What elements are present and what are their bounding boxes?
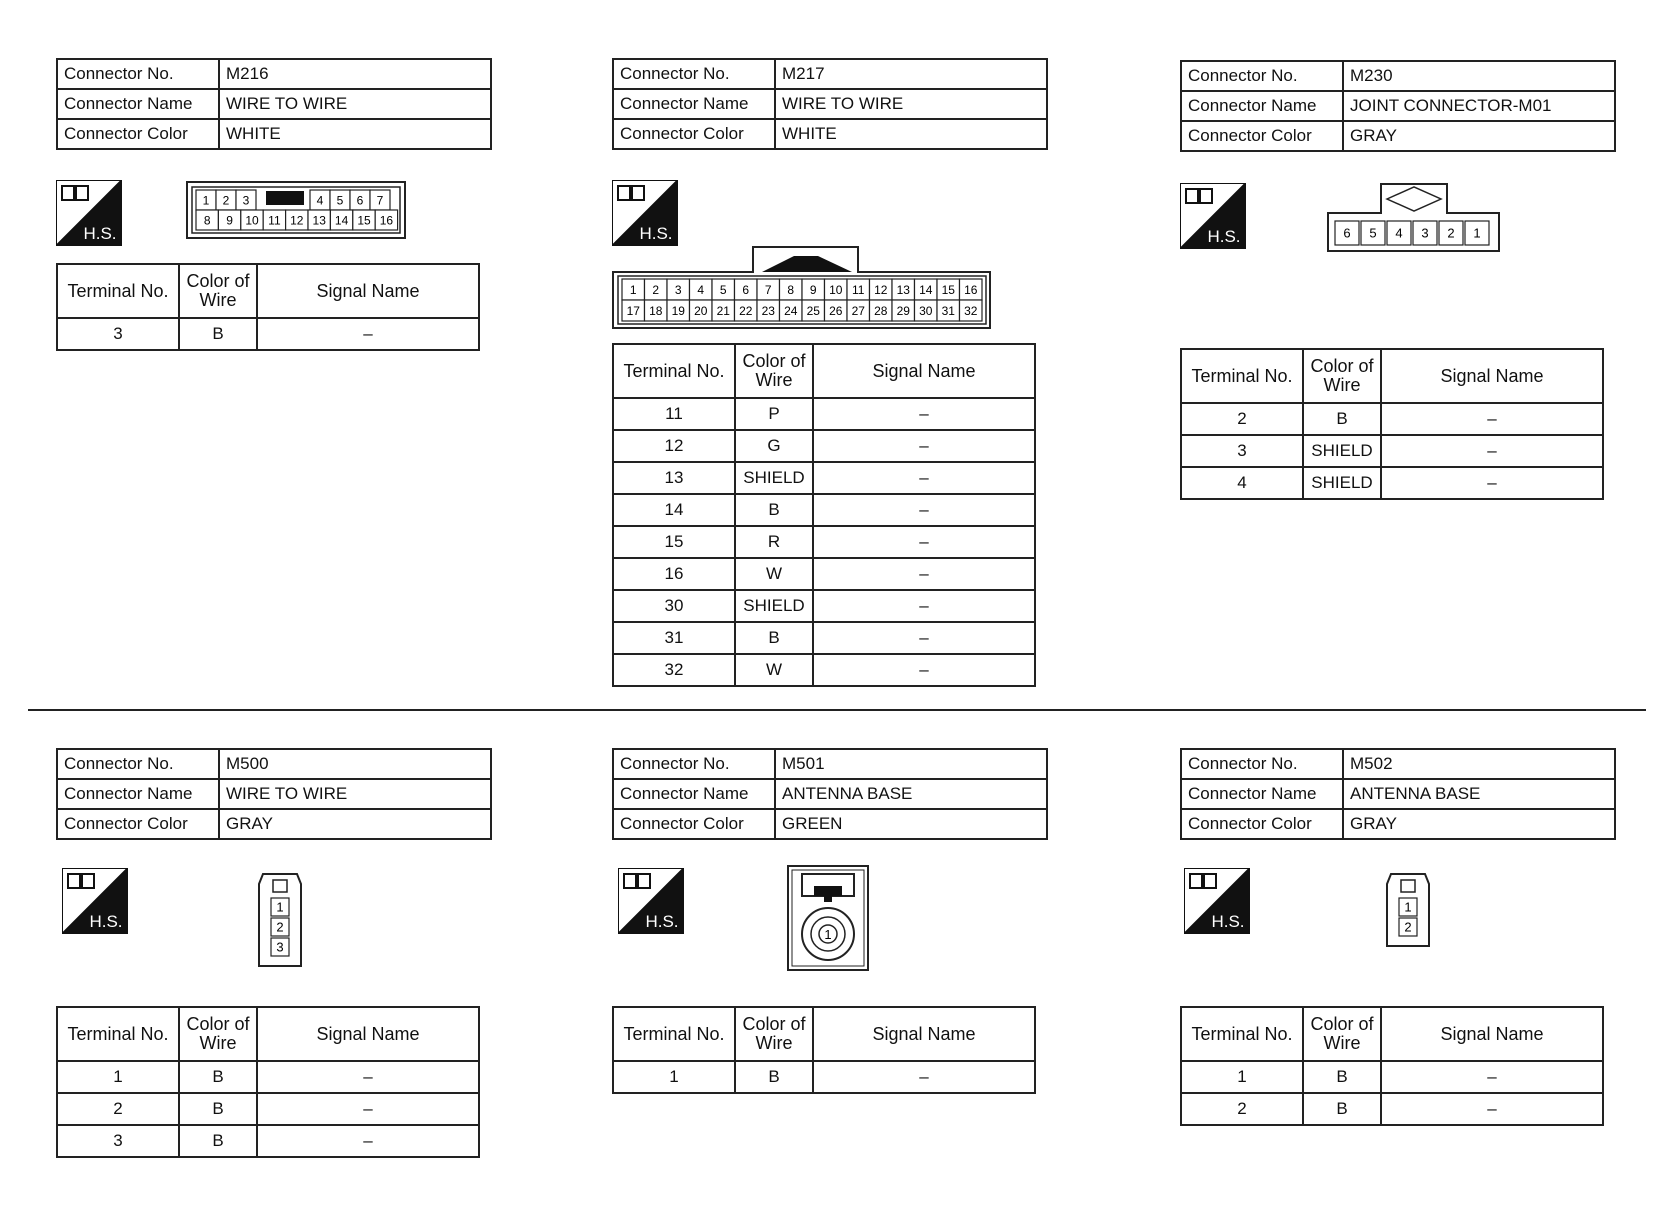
table-row: 13 SHIELD – xyxy=(613,462,1035,494)
pin-number: 20 xyxy=(694,303,708,318)
pin-number: 1 xyxy=(1473,225,1481,241)
connector-color-value: WHITE xyxy=(219,119,491,149)
table-row: 30 SHIELD – xyxy=(613,590,1035,622)
signal-name-header: Signal Name xyxy=(813,344,1035,398)
connector-no-label: Connector No. xyxy=(1181,61,1343,91)
terminal-no-header: Terminal No. xyxy=(57,1007,179,1061)
connector-m502-terminals xyxy=(1180,1006,1604,1126)
connector-color-label: Connector Color xyxy=(57,119,219,149)
table-row: 1 B – xyxy=(1181,1061,1603,1093)
table-row: 11 P – xyxy=(613,398,1035,430)
connector-name-label: Connector Name xyxy=(1181,91,1343,121)
connector-m501-face xyxy=(786,864,870,972)
m216-lock-tab xyxy=(266,191,304,205)
pin-number: 15 xyxy=(357,213,371,228)
connector-m502-info xyxy=(1180,748,1616,840)
color-of-wire-header: Color of Wire xyxy=(1303,1007,1381,1061)
pin-number: 1 xyxy=(629,282,637,297)
connector-no-value: M230 xyxy=(1343,61,1615,91)
pin-number: 11 xyxy=(852,282,865,297)
hs-label: H.S. xyxy=(639,224,673,243)
pin-number: 28 xyxy=(874,303,888,318)
connector-no-value: M500 xyxy=(219,749,491,779)
connector-color-value: GRAY xyxy=(1343,809,1615,839)
pin-number: 18 xyxy=(649,303,663,318)
pin-number: 7 xyxy=(376,193,384,208)
hs-connector-icon xyxy=(1184,868,1250,934)
connector-color-value: GRAY xyxy=(1343,121,1615,151)
pin-number: 24 xyxy=(784,303,798,318)
connector-no-label: Connector No. xyxy=(613,59,775,89)
color-of-wire-header: Color of Wire xyxy=(179,1007,257,1061)
hs-connector-icon xyxy=(56,180,122,246)
signal-name-header: Signal Name xyxy=(257,264,479,318)
connector-m230-face xyxy=(1327,183,1501,253)
table-row: 3 SHIELD – xyxy=(1181,435,1603,467)
connector-m217-terminals xyxy=(612,343,1036,687)
pin-number: 1 xyxy=(1404,899,1412,915)
table-row: 32 W – xyxy=(613,654,1035,686)
hs-label: H.S. xyxy=(83,224,117,243)
connector-no-value: M216 xyxy=(219,59,491,89)
pin-number: 12 xyxy=(290,213,304,228)
connector-name-label: Connector Name xyxy=(613,89,775,119)
connector-m501-terminals xyxy=(612,1006,1036,1094)
pin-number: 8 xyxy=(203,213,211,228)
connector-name-label: Connector Name xyxy=(57,89,219,119)
connector-no-label: Connector No. xyxy=(1181,749,1343,779)
table-row: 1 B – xyxy=(613,1061,1035,1093)
connector-color-label: Connector Color xyxy=(613,119,775,149)
connector-name-value: WIRE TO WIRE xyxy=(219,89,491,119)
connector-name-value: ANTENNA BASE xyxy=(1343,779,1615,809)
connector-m217-face xyxy=(612,246,992,330)
pin-number: 5 xyxy=(719,282,727,297)
signal-name-header: Signal Name xyxy=(1381,349,1603,403)
connector-m216-face xyxy=(186,181,406,239)
hs-label: H.S. xyxy=(1207,227,1241,246)
connector-m216-terminals xyxy=(56,263,480,351)
section-divider xyxy=(28,709,1646,711)
pin-number: 6 xyxy=(1343,225,1351,241)
connector-m216-info xyxy=(56,58,492,150)
pin-number: 2 xyxy=(1404,919,1412,935)
pin-number: 4 xyxy=(316,193,324,208)
connector-m217-info xyxy=(612,58,1048,150)
connector-color-label: Connector Color xyxy=(57,809,219,839)
pin-number: 31 xyxy=(941,303,955,318)
table-row: 3 B – xyxy=(57,1125,479,1157)
pin-number: 3 xyxy=(242,193,250,208)
pin-number: 13 xyxy=(312,213,326,228)
pin-number: 29 xyxy=(896,303,910,318)
pin-number: 16 xyxy=(964,282,978,297)
connector-name-value: WIRE TO WIRE xyxy=(219,779,491,809)
pin-number: 11 xyxy=(268,213,281,228)
connector-color-label: Connector Color xyxy=(1181,121,1343,151)
connector-no-value: M501 xyxy=(775,749,1047,779)
hs-connector-icon xyxy=(618,868,684,934)
pin-number: 6 xyxy=(356,193,364,208)
connector-m230-info xyxy=(1180,60,1616,152)
connector-no-value: M502 xyxy=(1343,749,1615,779)
color-of-wire-header: Color of Wire xyxy=(1303,349,1381,403)
table-row: 2 B – xyxy=(1181,403,1603,435)
pin-number: 2 xyxy=(652,282,660,297)
pin-number: 25 xyxy=(806,303,820,318)
terminal-no-header: Terminal No. xyxy=(57,264,179,318)
table-row: 3 B – xyxy=(57,318,479,350)
connector-m502-face xyxy=(1385,872,1431,948)
pin-number: 7 xyxy=(764,282,772,297)
color-of-wire-header: Color of Wire xyxy=(179,264,257,318)
pin-number: 9 xyxy=(809,282,817,297)
table-row: 2 B – xyxy=(57,1093,479,1125)
connector-m500-face xyxy=(257,872,303,968)
pin-number: 4 xyxy=(697,282,705,297)
connector-color-value: GREEN xyxy=(775,809,1047,839)
table-row: 1 B – xyxy=(57,1061,479,1093)
connector-name-value: WIRE TO WIRE xyxy=(775,89,1047,119)
signal-name-header: Signal Name xyxy=(1381,1007,1603,1061)
pin-number: 3 xyxy=(1421,225,1429,241)
terminal-no-header: Terminal No. xyxy=(613,1007,735,1061)
hs-label: H.S. xyxy=(89,912,123,931)
pin-number: 30 xyxy=(919,303,933,318)
pin-number: 23 xyxy=(761,303,775,318)
pin-number: 3 xyxy=(674,282,682,297)
table-row: 4 SHIELD – xyxy=(1181,467,1603,499)
table-row: 2 B – xyxy=(1181,1093,1603,1125)
connector-name-label: Connector Name xyxy=(613,779,775,809)
pin-number: 5 xyxy=(336,193,344,208)
pin-number: 12 xyxy=(874,282,888,297)
table-row: 16 W – xyxy=(613,558,1035,590)
color-of-wire-header: Color of Wire xyxy=(735,344,813,398)
hs-label: H.S. xyxy=(1211,912,1245,931)
hs-connector-icon xyxy=(62,868,128,934)
connector-name-value: ANTENNA BASE xyxy=(775,779,1047,809)
connector-color-value: WHITE xyxy=(775,119,1047,149)
pin-number: 27 xyxy=(851,303,865,318)
connector-color-label: Connector Color xyxy=(613,809,775,839)
pin-number: 1 xyxy=(824,927,832,942)
connector-color-value: GRAY xyxy=(219,809,491,839)
pin-number: 8 xyxy=(787,282,795,297)
pin-number: 3 xyxy=(276,939,284,955)
connector-m501-info xyxy=(612,748,1048,840)
connector-name-value: JOINT CONNECTOR-M01 xyxy=(1343,91,1615,121)
signal-name-header: Signal Name xyxy=(813,1007,1035,1061)
connector-name-label: Connector Name xyxy=(1181,779,1343,809)
pin-number: 14 xyxy=(334,213,349,228)
connector-no-label: Connector No. xyxy=(613,749,775,779)
pin-number: 9 xyxy=(226,213,233,228)
terminal-no-header: Terminal No. xyxy=(1181,1007,1303,1061)
signal-name-header: Signal Name xyxy=(257,1007,479,1061)
connector-m500-info xyxy=(56,748,492,840)
pin-number: 10 xyxy=(829,282,843,297)
connector-m500-terminals xyxy=(56,1006,480,1158)
pin-number: 17 xyxy=(626,303,640,318)
pin-number: 1 xyxy=(202,193,210,208)
pin-number: 2 xyxy=(1447,225,1455,241)
connector-color-label: Connector Color xyxy=(1181,809,1343,839)
table-row: 31 B – xyxy=(613,622,1035,654)
pin-number: 2 xyxy=(222,193,230,208)
pin-number: 5 xyxy=(1369,225,1377,241)
pin-number: 19 xyxy=(671,303,685,318)
pin-number: 4 xyxy=(1395,225,1403,241)
hs-connector-icon xyxy=(612,180,678,246)
pin-number: 14 xyxy=(919,282,933,297)
terminal-no-header: Terminal No. xyxy=(613,344,735,398)
pin-number: 10 xyxy=(245,213,259,228)
pin-number: 22 xyxy=(739,303,753,318)
table-row: 14 B – xyxy=(613,494,1035,526)
table-row: 15 R – xyxy=(613,526,1035,558)
pin-number: 21 xyxy=(716,303,730,318)
connector-m230-terminals xyxy=(1180,348,1604,500)
pin-number: 26 xyxy=(829,303,843,318)
connector-no-label: Connector No. xyxy=(57,749,219,779)
pin-number: 13 xyxy=(896,282,910,297)
pin-number: 1 xyxy=(276,899,284,915)
pin-number: 15 xyxy=(941,282,955,297)
hs-label: H.S. xyxy=(645,912,679,931)
pin-number: 6 xyxy=(742,282,750,297)
connector-no-label: Connector No. xyxy=(57,59,219,89)
hs-connector-icon xyxy=(1180,183,1246,249)
pin-number: 16 xyxy=(379,213,394,228)
terminal-no-header: Terminal No. xyxy=(1181,349,1303,403)
pin-number: 32 xyxy=(964,303,978,318)
color-of-wire-header: Color of Wire xyxy=(735,1007,813,1061)
connector-name-label: Connector Name xyxy=(57,779,219,809)
table-row: 12 G – xyxy=(613,430,1035,462)
connector-no-value: M217 xyxy=(775,59,1047,89)
pin-number: 2 xyxy=(276,919,284,935)
